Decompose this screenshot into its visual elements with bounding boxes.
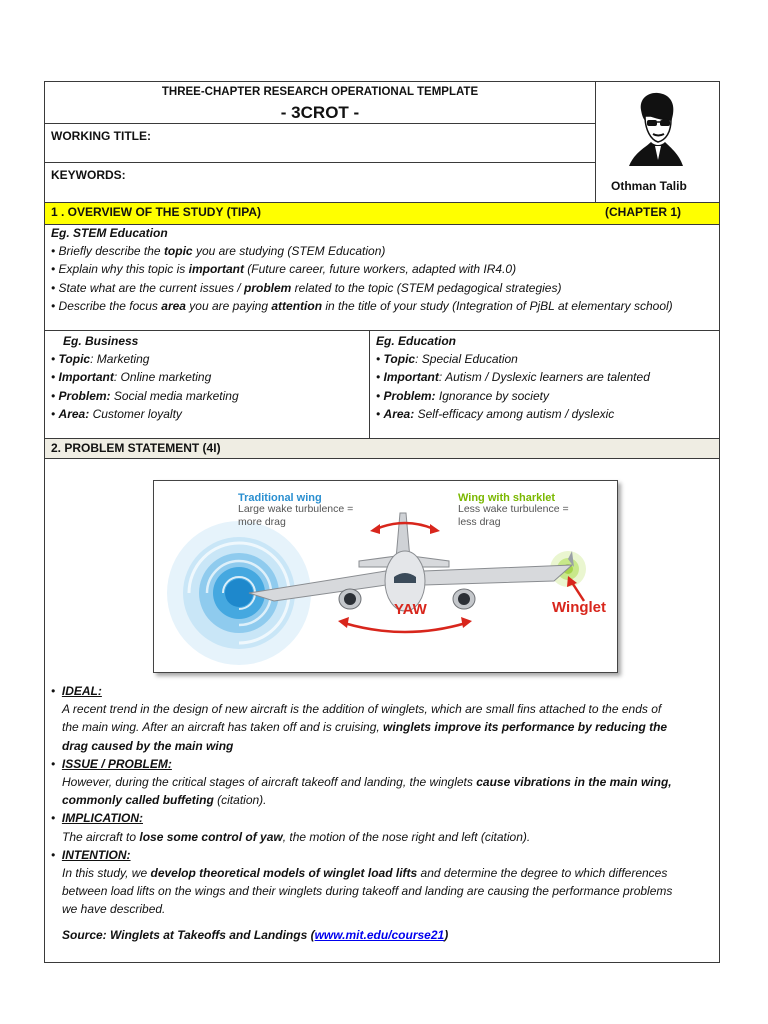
winglet-figure bbox=[153, 480, 618, 673]
ideal-line-2: the main wing. After an aircraft has taken off and is cruising, winglets improve its performance by reducing the bbox=[62, 720, 668, 735]
ideal-line-1: A recent trend in the design of new aircraft is the addition of winglets, which are small fins attached to the ends of bbox=[62, 702, 662, 717]
section2-heading bbox=[45, 439, 719, 458]
section1-chapter: (CHAPTER 1) bbox=[605, 205, 682, 219]
intention-line-2: between load lifts on the wings and their winglets during takeoff and landing are causing the performance problems bbox=[62, 884, 673, 899]
divider bbox=[45, 123, 595, 124]
issue-line-1: However, during the critical stages of aircraft takeoff and landing, the winglets cause vibrations in the main wing, bbox=[62, 775, 672, 790]
list-item: • Area: Self-efficacy among autism / dyslexic bbox=[376, 407, 615, 422]
intention-line-1: In this study, we develop theoretical models of winglet load lifts and determine the degree to which differences bbox=[62, 866, 668, 881]
list-item: • Briefly describe the topic you are studying (STEM Education) bbox=[51, 244, 386, 258]
keywords-label: KEYWORDS: bbox=[51, 168, 126, 182]
working-title-label: WORKING TITLE: bbox=[51, 129, 151, 143]
list-item: • State what are the current issues / problem related to the topic (STEM pedagogical strategies) bbox=[51, 280, 562, 295]
example-divider bbox=[369, 330, 370, 438]
author-name: Othman Talib bbox=[611, 179, 687, 193]
list-item: • Problem: Social media marketing bbox=[51, 388, 239, 403]
ideal-heading: • IDEAL: bbox=[51, 684, 102, 698]
list-item: • Describe the focus area you are paying attention in the title of your study (Integration of PjBL at elementary school) bbox=[51, 299, 673, 314]
section1-title: 1 . OVERVIEW OF THE STUDY (TIPA) bbox=[51, 205, 262, 219]
traditional-wing-desc-2: more drag bbox=[238, 516, 286, 528]
problem-statement-text bbox=[51, 682, 672, 919]
source-citation: Source: Winglets at Takeoffs and Landings (www.mit.edu/course21) bbox=[62, 928, 449, 942]
template-page bbox=[44, 81, 720, 963]
yaw-label: YAW bbox=[394, 601, 427, 618]
sharklet-wing-desc-2: less drag bbox=[458, 516, 501, 528]
business-list bbox=[51, 350, 239, 424]
traditional-wing-title: Traditional wing bbox=[238, 492, 322, 504]
winglet-label: Winglet bbox=[552, 599, 607, 616]
sharklet-wing-desc-1: Less wake turbulence = bbox=[458, 503, 569, 515]
issue-heading: • ISSUE / PROBLEM: bbox=[51, 756, 172, 771]
list-item: • Area: Customer loyalty bbox=[51, 407, 182, 422]
education-list bbox=[376, 350, 650, 424]
education-example-title: Eg. Education bbox=[376, 334, 457, 348]
ideal-line-3: drag caused by the main wing bbox=[62, 738, 234, 753]
issue-line-2: commonly called buffeting (citation). bbox=[62, 793, 267, 808]
acronym-title: - 3CROT - bbox=[280, 103, 360, 122]
list-item: • Problem: Ignorance by society bbox=[376, 388, 549, 403]
divider bbox=[45, 162, 595, 163]
intention-heading: • INTENTION: bbox=[51, 847, 131, 862]
list-item: • Important: Online marketing bbox=[51, 370, 212, 385]
implication-heading: • IMPLICATION: bbox=[51, 811, 143, 826]
stem-example-title: Eg. STEM Education bbox=[51, 226, 168, 240]
source-link[interactable]: www.mit.edu/course21 bbox=[314, 928, 445, 942]
template-title: THREE-CHAPTER RESEARCH OPERATIONAL TEMPLATE bbox=[161, 86, 479, 98]
stem-bullet-list bbox=[51, 242, 673, 316]
list-item: • Explain why this topic is important (Future career, future workers, adapted with IR4.0) bbox=[51, 262, 517, 277]
implication-line-1: The aircraft to lose some control of yaw, the motion of the nose right and left (citation). bbox=[62, 829, 531, 844]
list-item: • Topic: Marketing bbox=[51, 352, 150, 366]
sharklet-wing-title: Wing with sharklet bbox=[458, 492, 556, 504]
header-divider bbox=[595, 82, 596, 202]
traditional-wing-desc-1: Large wake turbulence = bbox=[238, 503, 354, 515]
divider bbox=[45, 458, 719, 459]
author-portrait bbox=[625, 90, 687, 168]
divider bbox=[45, 330, 719, 331]
list-item: • Topic: Special Education bbox=[376, 352, 518, 366]
intention-line-3: we have described. bbox=[62, 902, 166, 917]
section1-heading bbox=[45, 203, 719, 224]
section2-title: 2. PROBLEM STATEMENT (4I) bbox=[51, 441, 221, 455]
business-example-title: Eg. Business bbox=[63, 334, 139, 348]
list-item: • Important: Autism / Dyslexic learners are talented bbox=[376, 370, 650, 385]
